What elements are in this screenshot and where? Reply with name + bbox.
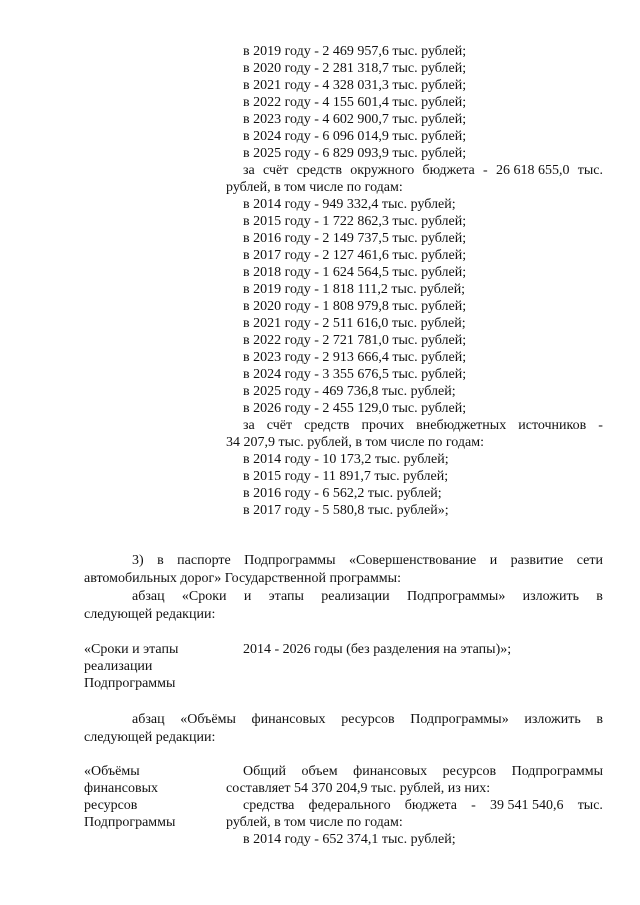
list-item: в 2017 году - 2 127 461,6 тыс. рублей;: [243, 248, 467, 263]
volume-label-line: ресурсов: [84, 798, 138, 813]
word: «Объёмы: [180, 712, 236, 727]
terms-label-line: реализации: [84, 659, 153, 674]
federal-budget-line2: рублей, в том числе по годам:: [226, 815, 403, 830]
word: тыс.: [577, 163, 603, 178]
list-item: в 2022 году - 2 721 781,0 тыс. рублей;: [243, 333, 467, 348]
district-budget-line: [243, 162, 603, 179]
other-sources-line: [243, 417, 603, 434]
item3-line1: [132, 552, 603, 569]
list-item: в 2023 году - 2 913 666,4 тыс. рублей;: [243, 350, 467, 365]
word: федерального: [308, 798, 391, 813]
word: счёт: [263, 163, 289, 178]
terms-para-line2: следующей редакции:: [84, 607, 216, 622]
list-item: в 2017 году - 5 580,8 тыс. рублей»;: [243, 503, 449, 518]
terms-para-line1: [132, 588, 603, 605]
volume-total-line: [243, 763, 603, 780]
word: в: [157, 553, 164, 568]
word: абзац: [132, 712, 165, 727]
word: и: [489, 553, 498, 568]
list-item: в 2016 году - 2 149 737,5 тыс. рублей;: [243, 231, 467, 246]
word: изложить: [524, 712, 581, 727]
list-item: в 2022 году - 4 155 601,4 тыс. рублей;: [243, 95, 467, 110]
list-item: в 2015 году - 11 891,7 тыс. рублей;: [243, 469, 449, 484]
word: 26 618 655,0: [495, 163, 570, 178]
list-item: в 2020 году - 1 808 979,8 тыс. рублей;: [243, 299, 467, 314]
federal-budget-line: [243, 797, 603, 814]
list-item: в 2021 году - 2 511 616,0 тыс. рублей;: [243, 316, 466, 331]
list-item: в 2024 году - 6 096 014,9 тыс. рублей;: [243, 129, 467, 144]
list-item: в 2014 году - 10 173,2 тыс. рублей;: [243, 452, 449, 467]
word: развитие: [510, 553, 564, 568]
word: средства: [243, 798, 295, 813]
word: Подпрограммы: [244, 553, 336, 568]
word: ресурсов: [341, 712, 395, 727]
other-sources-line2: 34 207,9 тыс. рублей, в том числе по годам:: [226, 435, 484, 450]
word: за: [243, 163, 255, 178]
word: 39 541 540,6: [490, 798, 564, 813]
item3-line2: автомобильных дорог» Государственной программы:: [84, 571, 401, 586]
volume-para-line1: [132, 711, 603, 728]
word: «Совершенствование: [349, 553, 477, 568]
word: ресурсов: [442, 764, 497, 779]
list-item: в 2018 году - 1 624 564,5 тыс. рублей;: [243, 265, 467, 280]
word: в: [596, 712, 603, 727]
word: Подпрограммы»: [406, 589, 506, 604]
volume-label-line: «Объёмы: [84, 764, 140, 779]
word: Подпрограммы: [511, 764, 603, 779]
district-budget-line2: рублей, в том числе по годам:: [226, 180, 403, 195]
word: «Сроки: [181, 589, 227, 604]
word: бюджета: [404, 798, 457, 813]
word: -: [482, 163, 488, 178]
word: прочих: [361, 418, 405, 433]
volume-total-line2: составляет 54 370 204,9 тыс. рублей, из них:: [226, 781, 491, 796]
word: окружного: [350, 163, 415, 178]
word: этапы: [268, 589, 304, 604]
volume-label-line: финансовых: [84, 781, 158, 796]
word: изложить: [522, 589, 579, 604]
volume-para-line2: следующей редакции:: [84, 730, 216, 745]
list-item: в 2015 году - 1 722 862,3 тыс. рублей;: [243, 214, 467, 229]
list-item: в 2026 году - 2 455 129,0 тыс. рублей;: [243, 401, 467, 416]
terms-label-line: Подпрограммы: [84, 676, 176, 691]
word: финансовых: [251, 712, 326, 727]
list-item: в 2019 году - 2 469 957,6 тыс. рублей;: [243, 44, 467, 59]
list-item: в 2019 году - 1 818 111,2 тыс. рублей;: [243, 282, 466, 297]
word: паспорте: [177, 553, 231, 568]
list-item: в 2025 году - 6 829 093,9 тыс. рублей;: [243, 146, 467, 161]
word: -: [471, 798, 476, 813]
word: средств: [296, 163, 342, 178]
word: за: [243, 418, 255, 433]
word: Общий: [243, 764, 286, 779]
list-item: в 2014 году - 949 332,4 тыс. рублей;: [243, 197, 456, 212]
word: объем: [301, 764, 338, 779]
list-item: в 2016 году - 6 562,2 тыс. рублей;: [243, 486, 442, 501]
list-item: в 2020 году - 2 281 318,7 тыс. рублей;: [243, 61, 467, 76]
list-item: в 2023 году - 4 602 900,7 тыс. рублей;: [243, 112, 467, 127]
word: счёт: [266, 418, 293, 433]
word: Подпрограммы»: [410, 712, 509, 727]
word: абзац: [132, 589, 165, 604]
word: внебюджетных: [416, 418, 507, 433]
word: бюджета: [422, 163, 475, 178]
word: сети: [576, 553, 603, 568]
word: финансовых: [353, 764, 428, 779]
word: -: [598, 418, 603, 433]
list-item: в 2014 году - 652 374,1 тыс. рублей;: [243, 832, 456, 847]
list-item: в 2024 году - 3 355 676,5 тыс. рублей;: [243, 367, 467, 382]
volume-label-line: Подпрограммы: [84, 815, 176, 830]
list-item: в 2021 году - 4 328 031,3 тыс. рублей;: [243, 78, 467, 93]
word: реализации: [321, 589, 390, 604]
word: источников: [518, 418, 587, 433]
terms-value: 2014 - 2026 годы (без разделения на этапы)»;: [243, 642, 512, 657]
word: тыс.: [577, 798, 603, 813]
word: и: [243, 589, 252, 604]
terms-label-line: «Сроки и этапы: [84, 642, 179, 657]
list-item: в 2025 году - 469 736,8 тыс. рублей;: [243, 384, 456, 399]
word: средств: [304, 418, 350, 433]
word: 3): [132, 553, 144, 568]
word: в: [596, 589, 603, 604]
